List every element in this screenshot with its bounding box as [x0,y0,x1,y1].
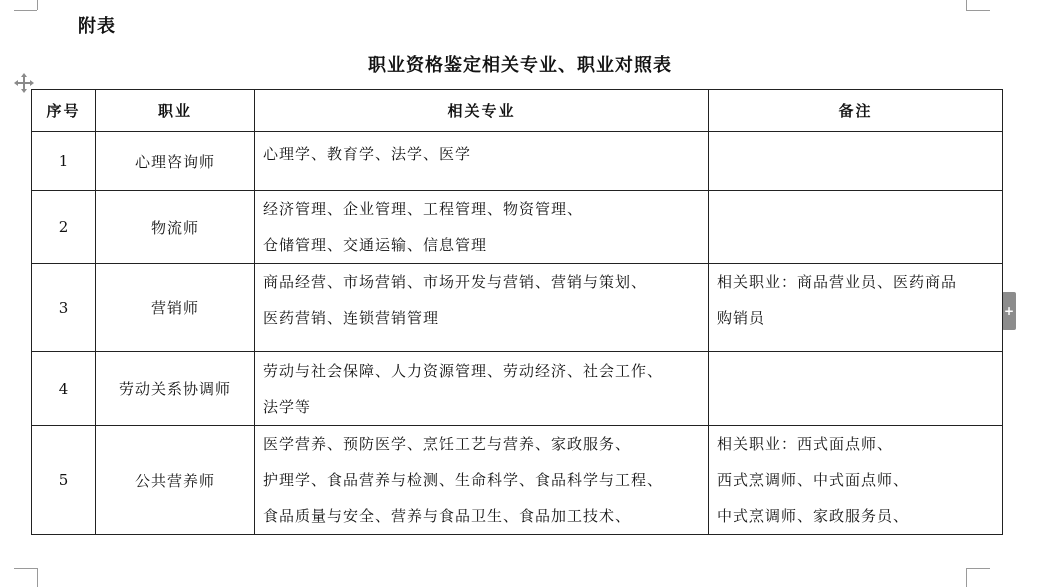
document-title: 职业资格鉴定相关专业、职业对照表 [368,55,672,76]
crop-mark-top-right-vertical [966,0,967,10]
row-notes [709,191,1003,264]
majors-line: 护理学、食品营养与检测、生命科学、食品科学与工程、 [263,471,664,489]
row-number: 3 [32,264,96,352]
row-notes [709,426,1003,535]
crop-mark-bottom-left-horizontal [14,568,37,569]
row-number: 5 [32,426,96,535]
majors-line: 法学等 [263,397,312,416]
table-row [32,264,1003,352]
majors-line: 劳动与社会保障、人力资源管理、劳动经济、社会工作、 [263,361,664,380]
row-occupation: 营销师 [96,264,255,352]
notes-line: 中式烹调师、家政服务员、 [717,507,910,525]
majors-line: 食品质量与安全、营养与食品卫生、食品加工技术、 [263,507,632,525]
row-majors [255,426,709,535]
header-notes: 备注 [709,90,1003,132]
row-occupation: 心理咨询师 [96,132,255,191]
occupation-table [31,89,1003,535]
header-related-majors: 相关专业 [255,90,709,132]
row-occupation: 劳动关系协调师 [96,352,255,426]
row-majors [255,264,709,352]
majors-line: 医药营销、连锁营销管理 [263,309,440,327]
row-majors [255,191,709,264]
notes-line: 相关职业：西式面点师、 [717,435,894,453]
notes-line: 购销员 [717,309,766,327]
majors-line: 仓储管理、交通运输、信息管理 [263,236,488,254]
appendix-label: 附表 [78,16,116,37]
majors-line: 商品经营、市场营销、市场开发与营销、营销与策划、 [263,273,648,291]
crop-mark-bottom-right-vertical [966,568,967,587]
crop-mark-top-left-horizontal [14,10,37,11]
table-row [32,352,1003,426]
notes-line: 西式烹调师、中式面点师、 [717,471,910,489]
majors-line: 医学营养、预防医学、烹饪工艺与营养、家政服务、 [263,435,632,453]
header-occupation: 职业 [96,90,255,132]
row-number: 4 [32,352,96,426]
row-notes [709,352,1003,426]
row-notes [709,264,1003,352]
majors-line: 经济管理、企业管理、工程管理、物资管理、 [263,200,584,218]
table-row [32,426,1003,535]
row-occupation: 物流师 [96,191,255,264]
crop-mark-top-right-horizontal [966,10,990,11]
majors-line: 心理学、教育学、法学、医学 [263,145,472,163]
row-notes [709,132,1003,191]
table-header-row [32,90,1003,132]
table-row [32,132,1003,191]
row-majors [255,132,709,191]
row-occupation: 公共营养师 [96,426,255,535]
plus-icon[interactable]: + [1002,292,1016,330]
row-majors [255,352,709,426]
crop-mark-top-left-vertical [37,0,38,10]
header-number: 序号 [32,90,96,132]
row-number: 2 [32,191,96,264]
row-number: 1 [32,132,96,191]
crop-mark-bottom-right-horizontal [966,568,990,569]
notes-line: 相关职业：商品营业员、医药商品 [717,273,958,291]
table-row [32,191,1003,264]
crop-mark-bottom-left-vertical [37,568,38,587]
